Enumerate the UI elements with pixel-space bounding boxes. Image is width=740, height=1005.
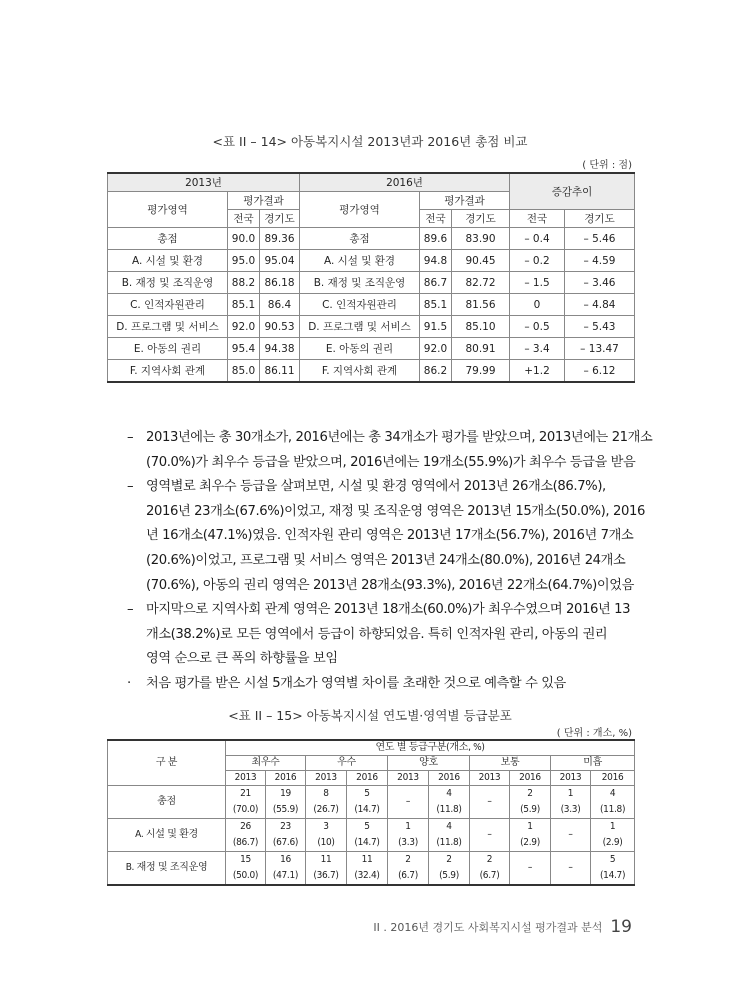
table-cell: 89.6 bbox=[420, 228, 452, 250]
table-cell bbox=[551, 819, 591, 852]
table-cell bbox=[347, 819, 388, 852]
table-cell: 0 bbox=[510, 294, 565, 316]
bullet-marker: – bbox=[127, 479, 134, 495]
cell-percent: (11.8) bbox=[436, 804, 462, 815]
body-line bbox=[127, 500, 645, 525]
bullet-marker: · bbox=[127, 675, 131, 691]
header-area-2013: 평가영역 bbox=[108, 192, 228, 228]
year-header: 2013 bbox=[470, 771, 510, 786]
cell-percent: (10) bbox=[317, 837, 335, 848]
table-cell: F. 지역사회 관계 bbox=[108, 360, 228, 383]
table-row bbox=[108, 360, 635, 383]
body-line bbox=[127, 574, 642, 599]
body-line-text: 2013년에는 총 30개소가, 2016년에는 총 34개소가 평가를 받았으며, 2013년에는 21개소 bbox=[146, 430, 653, 445]
year-header: 2016 bbox=[510, 771, 551, 786]
cell-count: 5 bbox=[364, 788, 370, 799]
table-cell bbox=[429, 819, 470, 852]
cell-count: 5 bbox=[609, 854, 616, 865]
table-cell: 79.99 bbox=[452, 360, 510, 383]
cell-percent: (86.7) bbox=[232, 837, 259, 848]
table-cell bbox=[470, 819, 510, 852]
table-cell: 95.04 bbox=[260, 250, 300, 272]
table-cell bbox=[266, 819, 306, 852]
table-cell: D. 프로그램 및 서비스 bbox=[108, 316, 228, 338]
cell-count: 19 bbox=[280, 788, 291, 799]
bullet-marker: – bbox=[127, 430, 134, 445]
body-line-text: (70.0%)가 최우수 등급을 받았으며, 2016년에는 19개소(55.9%)가 최우수 등급을 받음 bbox=[146, 454, 636, 470]
table-cell: 95.0 bbox=[228, 250, 260, 272]
cell-count: 16 bbox=[280, 854, 291, 865]
table-row bbox=[108, 294, 635, 316]
year-header: 2013 bbox=[551, 771, 591, 786]
table-cell: 85.1 bbox=[420, 294, 452, 316]
header-result-2013: 평가결과 bbox=[228, 192, 300, 210]
header-gubun: 구 분 bbox=[108, 740, 226, 786]
cell-percent: (47.1) bbox=[272, 870, 299, 881]
table-cell: 82.72 bbox=[452, 272, 510, 294]
table-cell: 95.4 bbox=[228, 338, 260, 360]
row-label: 총점 bbox=[108, 786, 226, 819]
cell-percent: (5.9) bbox=[520, 804, 540, 815]
cell-percent: (26.7) bbox=[313, 804, 339, 815]
cell-count: 8 bbox=[323, 788, 329, 799]
year-header: 2016 bbox=[591, 771, 635, 786]
table-cell bbox=[226, 786, 266, 819]
body-line bbox=[127, 426, 653, 451]
page-number: 19 bbox=[610, 917, 632, 937]
body-line bbox=[127, 598, 642, 623]
body-line-text: (20.6%)이었고, 프로그램 및 서비스 영역은 2013년 24개소(80.0%), 2016년 24개소 bbox=[146, 552, 626, 568]
table-cell: E. 아동의 권리 bbox=[300, 338, 420, 360]
table-cell: 총점 bbox=[108, 228, 228, 250]
table-cell: B. 재정 및 조직운영 bbox=[108, 272, 228, 294]
body-text bbox=[127, 426, 653, 697]
table-cell: 91.5 bbox=[420, 316, 452, 338]
table-cell: 94.8 bbox=[420, 250, 452, 272]
header-2016: 2016년 bbox=[300, 173, 510, 192]
cell-count: 4 bbox=[446, 788, 452, 799]
table-cell: C. 인적자원관리 bbox=[108, 294, 228, 316]
cell-percent: (6.7) bbox=[479, 870, 500, 881]
year-header: 2013 bbox=[226, 771, 266, 786]
cell-percent: (2.9) bbox=[602, 837, 623, 848]
cell-count: – bbox=[405, 796, 411, 807]
table-cell: 86.7 bbox=[420, 272, 452, 294]
cell-count: – bbox=[527, 862, 533, 873]
cell-percent: (2.9) bbox=[520, 837, 540, 848]
table-cell bbox=[429, 852, 470, 886]
table-cell bbox=[510, 852, 551, 886]
body-line bbox=[127, 451, 642, 476]
table-cell: A. 시설 및 환경 bbox=[108, 250, 228, 272]
year-header: 2013 bbox=[388, 771, 429, 786]
table-cell: – 4.84 bbox=[565, 294, 635, 316]
table-cell bbox=[306, 852, 347, 886]
cell-percent: (70.0) bbox=[232, 804, 259, 815]
table-cell: – 13.47 bbox=[565, 338, 635, 360]
table-cell: 90.45 bbox=[452, 250, 510, 272]
table-row bbox=[108, 250, 635, 272]
cell-percent: (50.0) bbox=[232, 870, 259, 881]
cell-count: – bbox=[568, 829, 573, 840]
header-area-2016: 평가영역 bbox=[300, 192, 420, 228]
table-cell: 92.0 bbox=[228, 316, 260, 338]
table1-score-comparison bbox=[107, 172, 635, 383]
table-cell bbox=[306, 786, 347, 819]
table-cell bbox=[591, 852, 635, 886]
table-row bbox=[108, 338, 635, 360]
body-line-text: 개소(38.2%)로 모든 영역에서 등급이 하향되었음. 특히 인적자원 관리, 아동의 권리 bbox=[146, 626, 608, 642]
header-2013: 2013년 bbox=[108, 173, 300, 192]
year-header: 2016 bbox=[347, 771, 388, 786]
table-cell bbox=[510, 786, 551, 819]
header-gyeonggi-trend: 경기도 bbox=[565, 210, 635, 228]
table-cell: 94.38 bbox=[260, 338, 300, 360]
table-cell: 81.56 bbox=[452, 294, 510, 316]
table-cell bbox=[551, 786, 591, 819]
table-cell bbox=[510, 819, 551, 852]
cell-count: – bbox=[568, 862, 573, 873]
cell-count: 5 bbox=[364, 821, 370, 832]
year-header: 2016 bbox=[266, 771, 306, 786]
table-cell: C. 인적자원관리 bbox=[300, 294, 420, 316]
table-cell: 89.36 bbox=[260, 228, 300, 250]
body-line bbox=[127, 623, 642, 648]
header-national-trend: 전국 bbox=[510, 210, 565, 228]
table-cell bbox=[388, 819, 429, 852]
table-cell: 92.0 bbox=[420, 338, 452, 360]
table-cell bbox=[347, 852, 388, 886]
table-cell bbox=[266, 786, 306, 819]
header-national-2013: 전국 bbox=[228, 210, 260, 228]
table-cell bbox=[226, 819, 266, 852]
table-cell: D. 프로그램 및 서비스 bbox=[300, 316, 420, 338]
body-line-text: 2016년 23개소(67.6%)이었고, 재정 및 조직운영 영역은 2013년 15개소(50.0%), 2016 bbox=[146, 503, 645, 519]
table-cell: 90.0 bbox=[228, 228, 260, 250]
table-cell: A. 시설 및 환경 bbox=[300, 250, 420, 272]
header-gyeonggi-2013: 경기도 bbox=[260, 210, 300, 228]
cell-count: 3 bbox=[323, 821, 329, 832]
footer-section-title: II . 2016년 경기도 사회복지시설 평가결과 분석 bbox=[373, 921, 603, 934]
table-cell: – 3.46 bbox=[565, 272, 635, 294]
table-cell: 총점 bbox=[300, 228, 420, 250]
cell-count: 26 bbox=[240, 821, 251, 832]
body-line-text: 영역 순으로 큰 폭의 하향률을 보임 bbox=[146, 651, 338, 667]
cell-percent: (6.7) bbox=[398, 870, 418, 881]
table1-caption: <표 II – 14> 아동복지시설 2013년과 2016년 총점 비교 bbox=[212, 134, 528, 149]
cell-count: 2 bbox=[486, 854, 493, 865]
table-cell bbox=[470, 852, 510, 886]
cell-count: 4 bbox=[609, 788, 616, 799]
cell-count: – bbox=[487, 829, 492, 840]
cell-count: 23 bbox=[280, 821, 291, 832]
table-cell bbox=[591, 819, 635, 852]
table-cell: – 4.59 bbox=[565, 250, 635, 272]
table-row bbox=[108, 228, 635, 250]
table2-caption: <표 II – 15> 아동복지시설 연도별·영역별 등급분포 bbox=[228, 708, 512, 723]
cell-count: 2 bbox=[446, 854, 452, 865]
cell-count: – bbox=[487, 796, 492, 807]
table-cell: 85.0 bbox=[228, 360, 260, 383]
grade-header: 우수 bbox=[306, 756, 388, 771]
table-cell: E. 아동의 권리 bbox=[108, 338, 228, 360]
body-line-text: 처음 평가를 받은 시설 5개소가 영역별 차이를 초래한 것으로 예측할 수 있음 bbox=[146, 675, 566, 691]
table-cell: 80.91 bbox=[452, 338, 510, 360]
grade-header: 양호 bbox=[388, 756, 470, 771]
cell-count: 11 bbox=[320, 854, 332, 865]
year-header: 2013 bbox=[306, 771, 347, 786]
cell-percent: (3.3) bbox=[560, 804, 581, 815]
cell-count: 2 bbox=[405, 854, 411, 865]
body-line bbox=[127, 524, 642, 549]
table-cell: – 3.4 bbox=[510, 338, 565, 360]
table-cell: – 6.12 bbox=[565, 360, 635, 383]
table-cell: +1.2 bbox=[510, 360, 565, 383]
body-line-text: 영역별로 최우수 등급을 살펴보면, 시설 및 환경 영역에서 2013년 26개소(86.7%), bbox=[146, 479, 606, 495]
body-line bbox=[127, 549, 642, 574]
cell-percent: (14.7) bbox=[354, 804, 380, 815]
table-cell bbox=[306, 819, 347, 852]
body-line bbox=[127, 672, 642, 697]
header-result-2016: 평가결과 bbox=[420, 192, 510, 210]
cell-percent: (5.9) bbox=[439, 870, 459, 881]
cell-count: 1 bbox=[609, 821, 616, 832]
page-footer bbox=[373, 917, 632, 937]
grade-header: 최우수 bbox=[226, 756, 306, 771]
cell-percent: (11.8) bbox=[599, 804, 626, 815]
table-cell bbox=[551, 852, 591, 886]
cell-count: 11 bbox=[361, 854, 373, 865]
table-row bbox=[108, 819, 635, 852]
table-cell: 86.18 bbox=[260, 272, 300, 294]
table-cell: 86.2 bbox=[420, 360, 452, 383]
table-cell bbox=[226, 852, 266, 886]
table-cell bbox=[388, 786, 429, 819]
header-national-2016: 전국 bbox=[420, 210, 452, 228]
row-label: B. 재정 및 조직운영 bbox=[108, 852, 226, 886]
cell-count: 21 bbox=[240, 788, 251, 799]
table-cell bbox=[266, 852, 306, 886]
table-cell: – 0.5 bbox=[510, 316, 565, 338]
cell-percent: (67.6) bbox=[272, 837, 299, 848]
table-cell: 88.2 bbox=[228, 272, 260, 294]
cell-percent: (55.9) bbox=[272, 804, 299, 815]
table-cell: – 5.46 bbox=[565, 228, 635, 250]
table-cell bbox=[347, 786, 388, 819]
header-gyeonggi-2016: 경기도 bbox=[452, 210, 510, 228]
table-cell: 90.53 bbox=[260, 316, 300, 338]
cell-count: 1 bbox=[405, 821, 411, 832]
table-row bbox=[108, 852, 635, 886]
table-cell: B. 재정 및 조직운영 bbox=[300, 272, 420, 294]
table-row bbox=[108, 316, 635, 338]
table2-grade-distribution bbox=[107, 739, 635, 886]
grade-header: 미흡 bbox=[551, 756, 635, 771]
row-label: A. 시설 및 환경 bbox=[108, 819, 226, 852]
table-cell: – 1.5 bbox=[510, 272, 565, 294]
body-line-text: 년 16개소(47.1%)였음. 인적자원 관리 영역은 2013년 17개소(56.7%), 2016년 7개소 bbox=[146, 528, 634, 544]
cell-percent: (14.7) bbox=[354, 837, 380, 848]
table-cell: – 5.43 bbox=[565, 316, 635, 338]
table-cell: 86.11 bbox=[260, 360, 300, 383]
year-header: 2016 bbox=[429, 771, 470, 786]
cell-percent: (32.4) bbox=[354, 870, 380, 881]
table-cell: – 0.4 bbox=[510, 228, 565, 250]
header-dist: 연도 별 등급구분(개소, %) bbox=[226, 740, 635, 756]
table2-unit: ( 단위 : 개소, %) bbox=[556, 728, 632, 739]
table-cell: – 0.2 bbox=[510, 250, 565, 272]
table-cell: 86.4 bbox=[260, 294, 300, 316]
cell-count: 1 bbox=[527, 821, 533, 832]
body-line bbox=[127, 647, 642, 672]
table-cell bbox=[591, 786, 635, 819]
table1-unit: ( 단위 : 점) bbox=[582, 160, 632, 171]
bullet-marker: – bbox=[127, 602, 134, 618]
table-cell bbox=[429, 786, 470, 819]
body-line-text: 마지막으로 지역사회 관계 영역은 2013년 18개소(60.0%)가 최우수였으며 2016년 13 bbox=[146, 602, 631, 618]
table-cell: 85.10 bbox=[452, 316, 510, 338]
grade-header: 보통 bbox=[470, 756, 551, 771]
table-cell bbox=[470, 786, 510, 819]
cell-count: 1 bbox=[567, 788, 574, 799]
table-cell: 85.1 bbox=[228, 294, 260, 316]
header-trend: 증감추이 bbox=[510, 173, 635, 210]
cell-percent: (3.3) bbox=[398, 837, 418, 848]
table-row bbox=[108, 786, 635, 819]
body-line bbox=[127, 475, 642, 500]
table-cell: F. 지역사회 관계 bbox=[300, 360, 420, 383]
table-cell: 83.90 bbox=[452, 228, 510, 250]
body-line-text: (70.6%), 아동의 권리 영역은 2013년 28개소(93.3%), 2016년 22개소(64.7%)이었음 bbox=[146, 577, 634, 593]
cell-percent: (11.8) bbox=[436, 837, 462, 848]
cell-count: 15 bbox=[240, 854, 251, 865]
table-cell bbox=[388, 852, 429, 886]
cell-percent: (14.7) bbox=[599, 870, 626, 881]
cell-count: 4 bbox=[446, 821, 452, 832]
table-row bbox=[108, 272, 635, 294]
cell-count: 2 bbox=[527, 788, 533, 799]
cell-percent: (36.7) bbox=[313, 870, 339, 881]
